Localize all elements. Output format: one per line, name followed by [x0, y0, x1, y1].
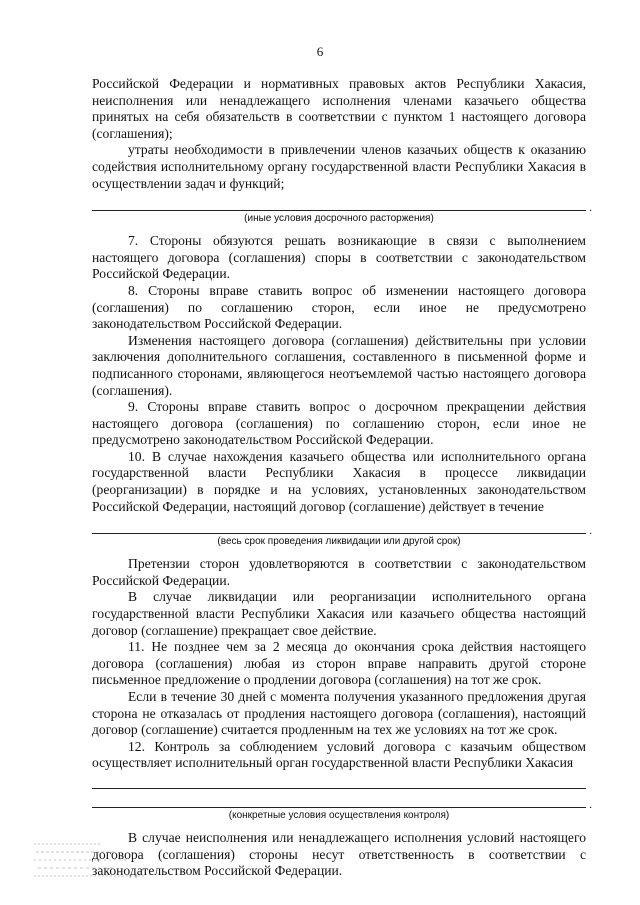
- stamp-graphic: [32, 838, 150, 880]
- paragraph-continued: Российской Федерации и нормативных правовых актов Республики Хакасия, неисполнения или ненадлежащего исполнения членами казачьего общества принятых на себя обязательств в соответствии с пунктом 1 настоящего договора (соглашения);: [92, 76, 586, 141]
- document-body: [92, 76, 592, 880]
- paragraph-clause-12: 12. Контроль за соблюдением условий договора с казачьим обществом осуществляет исполнительный орган государственной власти Республики Хакасия: [92, 738, 586, 771]
- paragraph-clause-11: 11. Не позднее чем за 2 месяца до окончания срока действия настоящего договора (соглашения) любая из сторон вправе направить другой стороне письменное предложение о продлении договора (соглашения) на тот же срок.: [92, 639, 586, 688]
- line-end-mark: .: [589, 525, 592, 538]
- caption-liquidation-term: (весь срок проведения ликвидации или другой срок): [217, 536, 461, 548]
- caption-control-conditions: (конкретные условия осуществления контроля): [228, 809, 450, 821]
- page-number: 6: [316, 44, 324, 59]
- blank-line-control-1: [92, 776, 586, 789]
- blank-line-control-2: [92, 793, 592, 811]
- paragraph-termination-reason: утраты необходимости в привлечении членов казачьих обществ к оказанию содействия исполнительному органу государственной власти Республики Хакасия в осуществлении задач и функций;: [92, 142, 586, 191]
- paragraph-clause-8: 8. Стороны вправе ставить вопрос об изменении настоящего договора (соглашения) по соглашению сторон, если иное не предусмотрено законодательством Российской Федерации.: [92, 282, 586, 332]
- line-end-mark: .: [589, 798, 592, 811]
- paragraph-clause-10: 10. В случае нахождения казачьего общества или исполнительного органа государственной власти Республики Хакасия в процессе ликвидации (реорганизации) в порядке и на условиях, установленных законодательством Российской Федерации, настоящий договор (соглашение) действует в течение: [92, 448, 586, 514]
- caption-early-termination: (иные условия досрочного расторжения): [244, 213, 434, 225]
- paragraph-liquidation: В случае ликвидации или реорганизации исполнительного органа государственной власти Республики Хакасия или казачьего общества настоящий договор (соглашение) прекращает свое действие.: [92, 589, 586, 638]
- line-end-mark: .: [589, 202, 592, 215]
- paragraph-claims: Претензии сторон удовлетворяются в соответствии с законодательством Российской Федерации.: [92, 556, 586, 588]
- paragraph-clause-7: 7. Стороны обязуются решать возникающие в связи с выполнением настоящего договора (соглашения) споры в соответствии с законодательством Российской Федерации.: [92, 233, 586, 282]
- blank-line-liquidation-term: [92, 519, 592, 538]
- paragraph-clause-9: 9. Стороны вправе ставить вопрос о досрочном прекращении действия настоящего договора (соглашения) по соглашению сторон, если иное не предусмотрено законодательством Российской Федерации.: [92, 399, 586, 448]
- blank-line-early-termination: [92, 196, 592, 215]
- faint-stamp-mark: [32, 838, 150, 880]
- paragraph-amendments: Изменения настоящего договора (соглашения) действительны при условии заключения дополнительного соглашения, составленного в письменной форме и подписанного сторонами, являющегося неотъемлемой частью настоящего договора (соглашения).: [92, 332, 586, 398]
- paragraph-extension: Если в течение 30 дней с момента получения указанного предложения другая сторона не отказалась от продления настоящего договора (соглашения), настоящий договор (соглашение) считается продленным на тех же условиях на тот же срок.: [92, 689, 586, 738]
- paragraph-liability: В случае неисполнения или ненадлежащего исполнения условий настоящего договора (соглашения) стороны несут ответственность в соответствии с законодательством Российской Федерации.: [92, 829, 586, 879]
